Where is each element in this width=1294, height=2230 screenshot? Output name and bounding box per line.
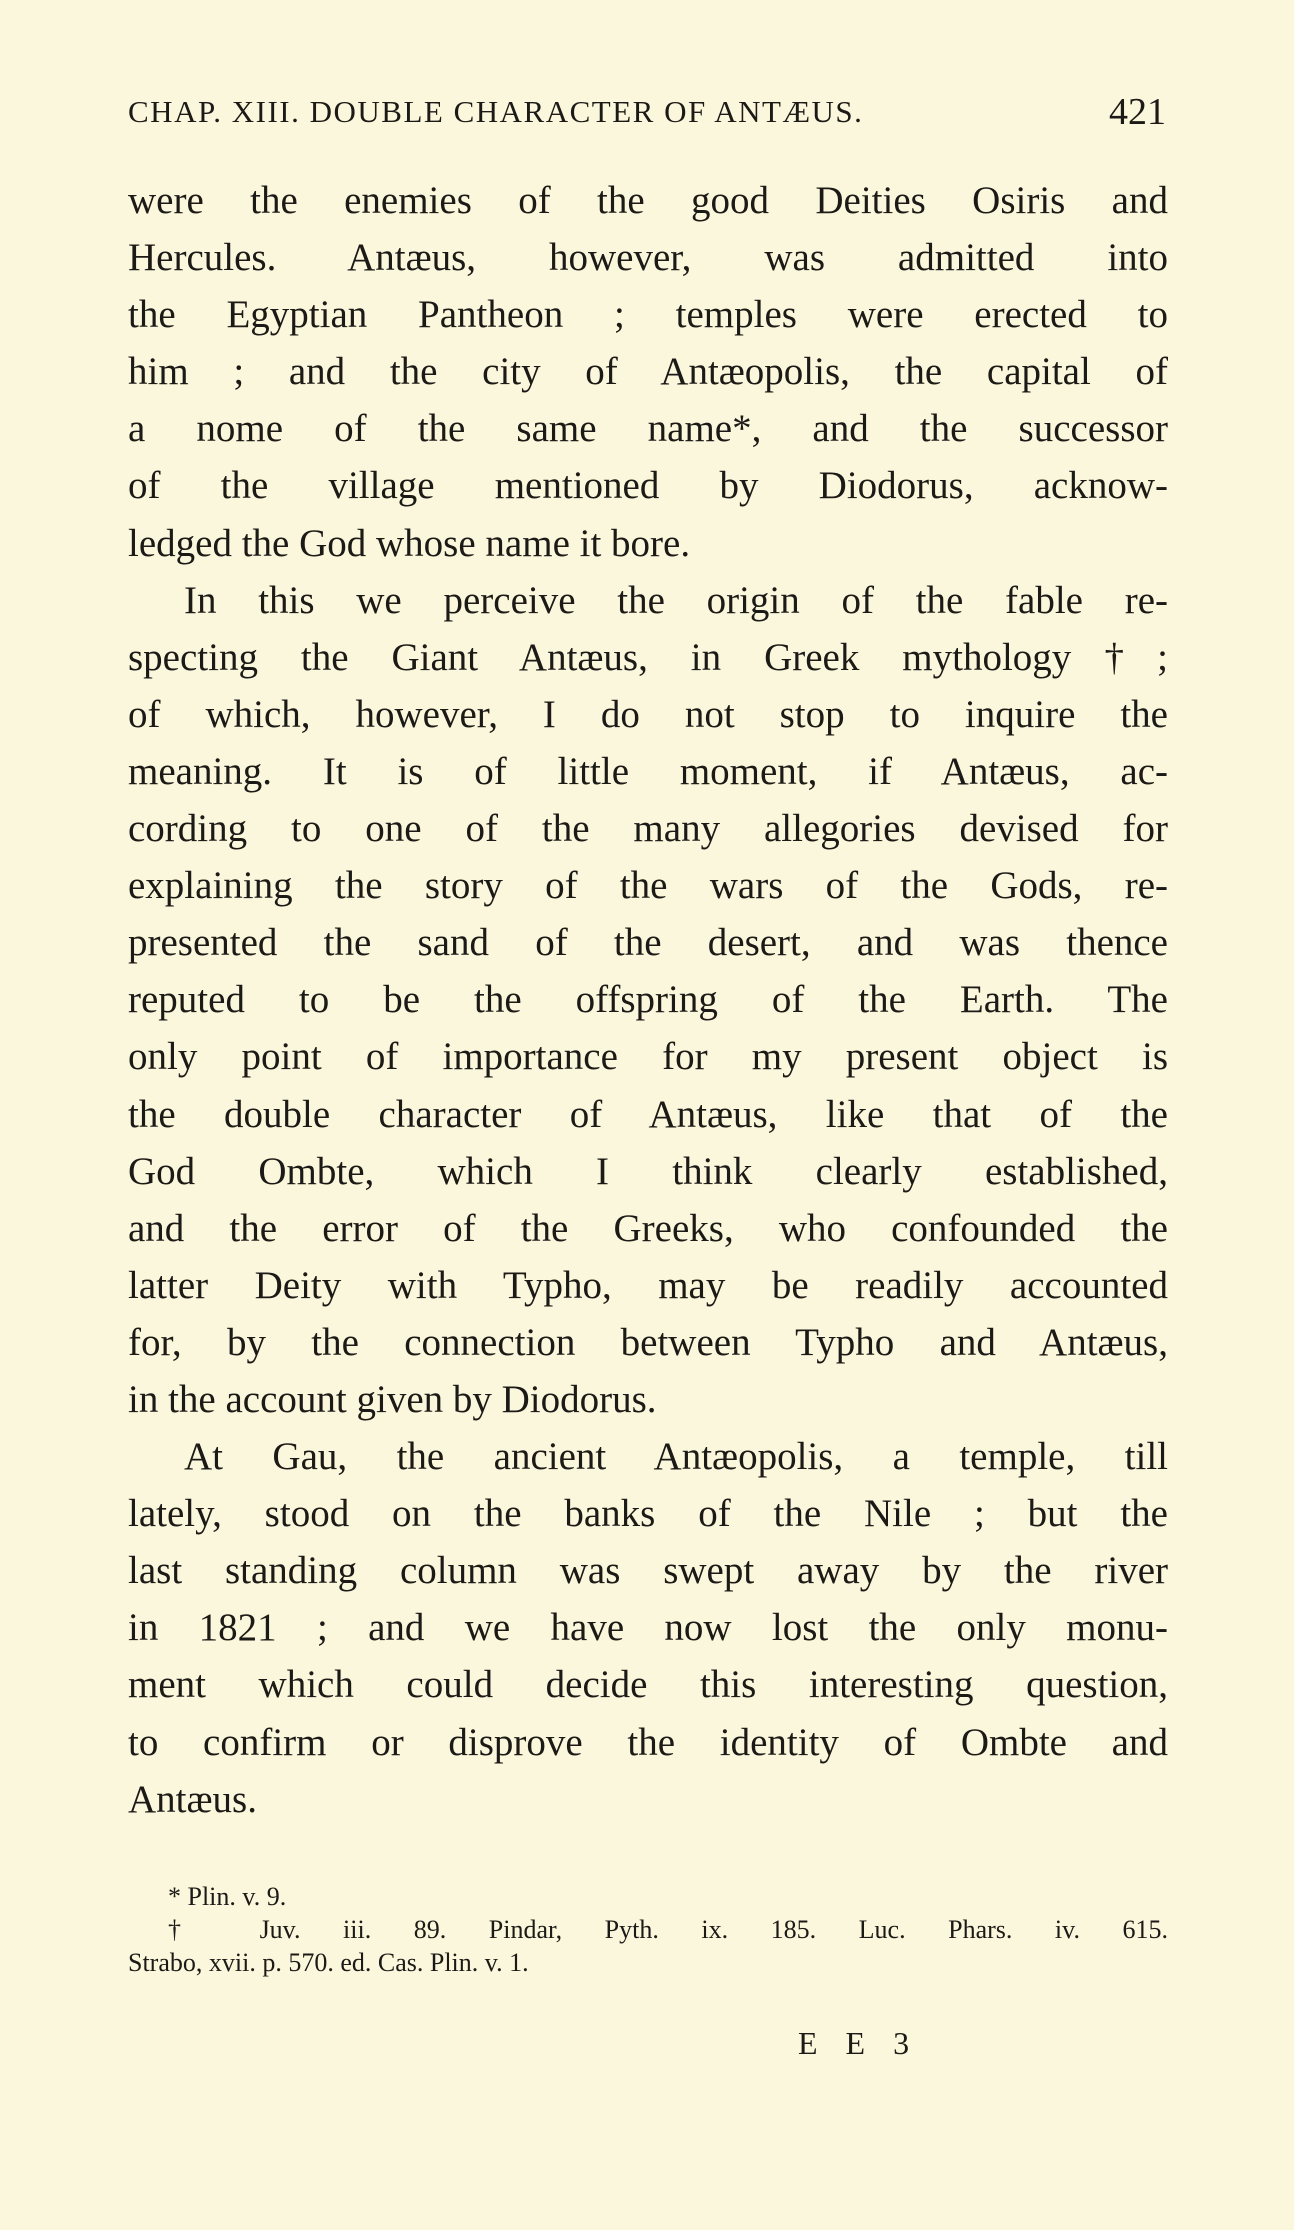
text-line: of the village mentioned by Diodorus, acknow- bbox=[128, 464, 1168, 508]
text-line: in the account given by Diodorus. bbox=[128, 1377, 657, 1421]
page-number: 421 bbox=[1109, 91, 1166, 133]
running-title: CHAP. XIII. DOUBLE CHARACTER OF ANTÆUS. bbox=[128, 94, 864, 129]
signature-mark: E E 3 bbox=[798, 2025, 920, 2061]
text-line: ledged the God whose name it bore. bbox=[128, 521, 691, 565]
text-line: presented the sand of the desert, and was thence bbox=[128, 921, 1168, 965]
text-line: cording to one of the many allegories devised for bbox=[128, 807, 1168, 851]
paragraph-start-line: At Gau, the ancient Antæopolis, a temple, till bbox=[184, 1435, 1168, 1479]
text-line: the Egyptian Pantheon ; temples were erected to bbox=[128, 293, 1168, 337]
text-line: to confirm or disprove the identity of Ombte and bbox=[128, 1720, 1168, 1764]
text-line: latter Deity with Typho, may be readily accounted bbox=[128, 1263, 1168, 1307]
footnote-line: * Plin. v. 9. bbox=[168, 1882, 287, 1911]
text-line: of which, however, I do not stop to inquire the bbox=[128, 692, 1168, 736]
text-line: ment which could decide this interesting question, bbox=[128, 1663, 1168, 1707]
paragraph-start-line: In this we perceive the origin of the fable re- bbox=[184, 578, 1168, 622]
text-line: God Ombte, which I think clearly established, bbox=[128, 1149, 1168, 1193]
text-line: were the enemies of the good Deities Osiris and bbox=[128, 179, 1168, 222]
footnote-line: Strabo, xvii. p. 570. ed. Cas. Plin. v. 1. bbox=[128, 1948, 529, 1977]
text-line: last standing column was swept away by the river bbox=[128, 1549, 1168, 1593]
text-line: specting the Giant Antæus, in Greek mythology†; bbox=[128, 635, 1168, 679]
text-line: only point of importance for my present object is bbox=[128, 1035, 1168, 1079]
text-line: a nome of the same name*, and the successor bbox=[128, 407, 1168, 451]
text-line: meaning. It is of little moment, if Antæus, ac- bbox=[128, 749, 1168, 793]
text-line: lately, stood on the banks of the Nile ; but the bbox=[128, 1492, 1168, 1536]
running-header bbox=[128, 90, 1166, 140]
main-text bbox=[128, 172, 1168, 1828]
text-line: and the error of the Greeks, who confounded the bbox=[128, 1206, 1168, 1250]
text-line: in 1821 ; and we have now lost the only monu- bbox=[128, 1606, 1168, 1650]
text-line: Antæus. bbox=[128, 1777, 257, 1821]
footnote-line: † Juv. iii. 89. Pindar, Pyth. ix. 185. Luc. Phars. iv. 615. bbox=[168, 1915, 1168, 1944]
text-line: explaining the story of the wars of the Gods, re- bbox=[128, 864, 1168, 908]
text-line: reputed to be the offspring of the Earth. The bbox=[128, 978, 1168, 1022]
footnotes bbox=[128, 1880, 1168, 1979]
text-line: for, by the connection between Typho and Antæus, bbox=[128, 1320, 1168, 1364]
text-line: him ; and the city of Antæopolis, the capital of bbox=[128, 350, 1168, 394]
text-line: the double character of Antæus, like that of the bbox=[128, 1092, 1168, 1136]
text-line: Hercules. Antæus, however, was admitted into bbox=[128, 236, 1168, 280]
